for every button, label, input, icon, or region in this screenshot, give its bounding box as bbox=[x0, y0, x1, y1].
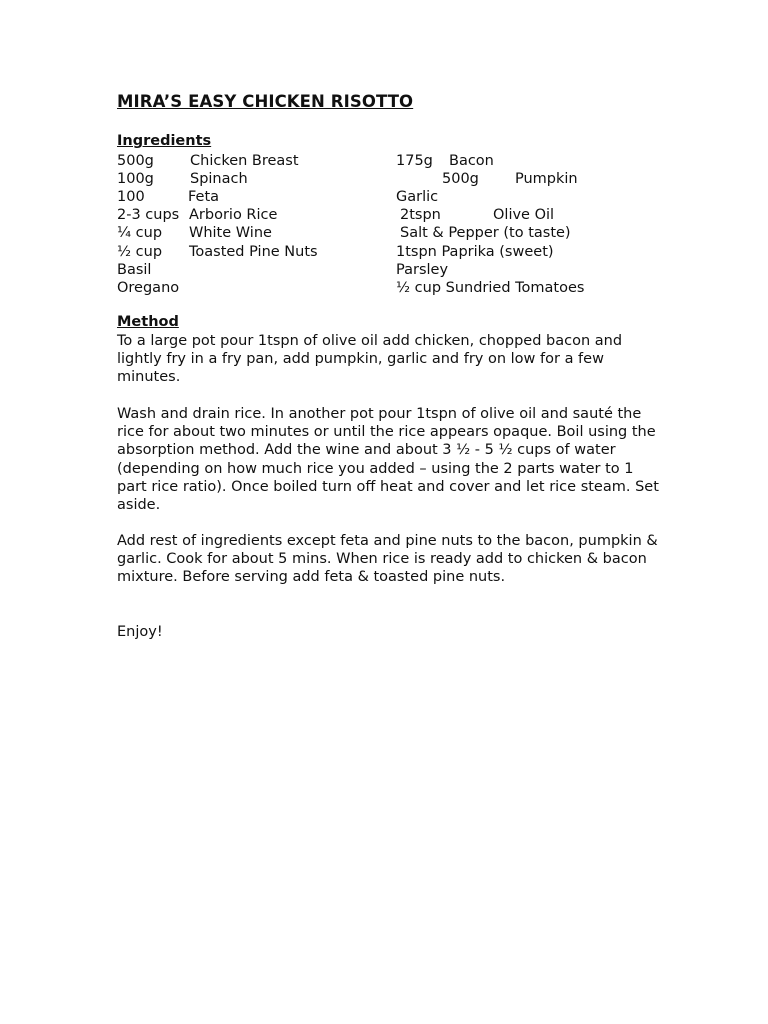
ingredients-heading: Ingredients bbox=[117, 133, 212, 149]
ingredient-name: White Wine bbox=[189, 225, 272, 241]
ingredient-qty: 100 bbox=[117, 189, 145, 205]
ingredient-name: Bacon bbox=[449, 153, 494, 169]
ingredient-right-6 bbox=[396, 243, 656, 261]
ingredient-name: Olive Oil bbox=[493, 207, 555, 223]
ingredient-right-3 bbox=[396, 188, 656, 206]
ingredient-qty: Oregano bbox=[117, 280, 180, 296]
ingredient-left-1 bbox=[117, 152, 377, 170]
ingredient-qty: ½ cup Sundried Tomatoes bbox=[396, 280, 585, 296]
ingredient-name: Feta bbox=[188, 189, 220, 205]
ingredient-left-7 bbox=[117, 261, 377, 279]
ingredient-left-8 bbox=[117, 279, 377, 297]
ingredient-name: Arborio Rice bbox=[189, 207, 278, 223]
ingredient-right-5 bbox=[396, 224, 656, 242]
ingredient-qty: Parsley bbox=[396, 262, 449, 278]
method-heading: Method bbox=[117, 314, 179, 330]
ingredient-right-8 bbox=[396, 279, 656, 297]
ingredient-left-5 bbox=[117, 224, 377, 242]
ingredient-qty: ½ cup bbox=[117, 244, 163, 260]
ingredient-right-2 bbox=[396, 170, 656, 188]
method-paragraph-1: To a large pot pour 1tspn of olive oil add chicken, chopped bacon and lightly fry in a fry pan, add pumpkin, garlic and fry on low for a few minutes. bbox=[117, 333, 623, 386]
ingredient-qty: 500g bbox=[442, 171, 479, 187]
ingredient-qty: ¼ cup bbox=[117, 225, 163, 241]
closing-line: Enjoy! bbox=[117, 624, 163, 640]
ingredient-left-2 bbox=[117, 170, 377, 188]
ingredient-left-6 bbox=[117, 243, 377, 261]
ingredient-name: Toasted Pine Nuts bbox=[189, 244, 318, 260]
method-paragraph-2: Wash and drain rice. In another pot pour 1tspn of olive oil and sauté the rice for about two minutes or until the rice appears opaque. Boil using the absorption method. Add the wine and about 3 ½ - 5 ½ cups of water (depending on how much rice you added – using the 2 parts water to 1 part rice ratio). Once boiled turn off heat and cover and let rice steam. Set aside. bbox=[117, 406, 659, 514]
ingredient-qty: 1tspn Paprika (sweet) bbox=[396, 244, 554, 260]
ingredient-right-1 bbox=[396, 152, 656, 170]
ingredient-qty: 2tspn bbox=[400, 207, 441, 223]
ingredient-name: Pumpkin bbox=[515, 171, 578, 187]
ingredient-qty: 175g bbox=[396, 153, 433, 169]
method-paragraph-3: Add rest of ingredients except feta and pine nuts to the bacon, pumpkin & garlic. Cook for about 5 mins. When rice is ready add to chicken & bacon mixture. Before serving add feta & toasted pine nuts. bbox=[117, 533, 658, 586]
ingredient-left-4 bbox=[117, 206, 377, 224]
ingredient-name: Spinach bbox=[190, 171, 248, 187]
recipe-title: MIRA’S EASY CHICKEN RISOTTO bbox=[117, 92, 414, 111]
ingredient-left-3 bbox=[117, 188, 377, 206]
ingredient-right-7 bbox=[396, 261, 656, 279]
ingredient-qty: Basil bbox=[117, 262, 152, 278]
ingredient-qty: 2-3 cups bbox=[117, 207, 180, 223]
ingredient-qty: 500g bbox=[117, 153, 154, 169]
ingredient-right-4 bbox=[396, 206, 656, 224]
ingredient-qty: Garlic bbox=[396, 189, 439, 205]
ingredient-qty: 100g bbox=[117, 171, 154, 187]
ingredient-name: Chicken Breast bbox=[190, 153, 299, 169]
ingredient-qty: Salt & Pepper (to taste) bbox=[400, 225, 571, 241]
